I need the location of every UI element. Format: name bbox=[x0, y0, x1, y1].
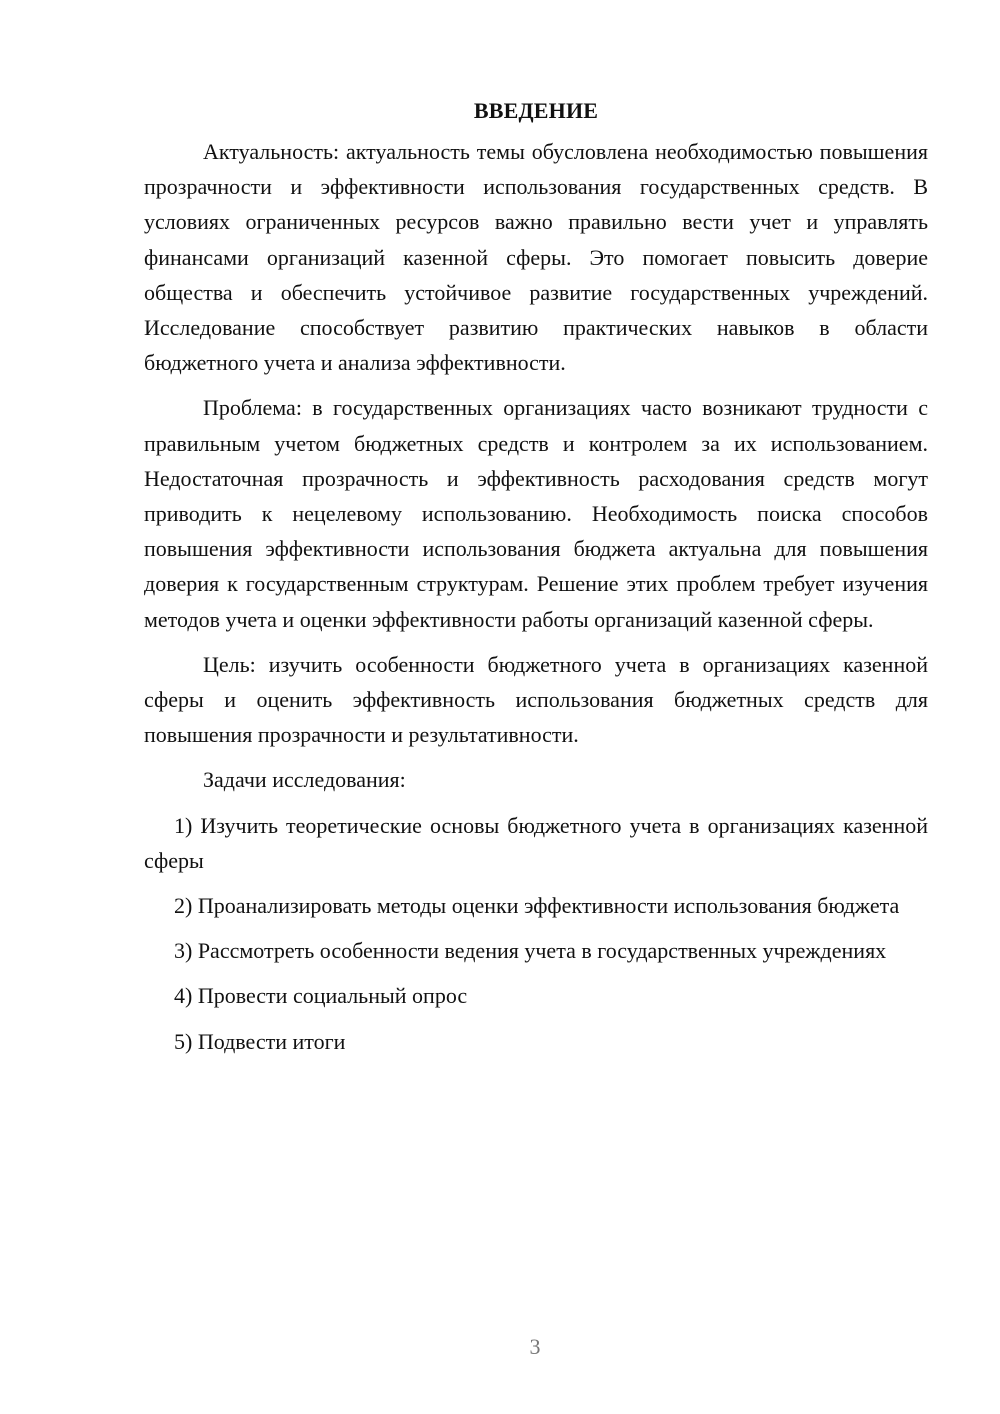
problem-paragraph: Проблема: в государственных организациях часто возникают трудности с правильным учетом бюджетных средств и контролем за их использованием. Недостаточная прозрачность и эффективность расходования средств могут приводить к нецелевому использованию. Необходимость поиска способов повышения эффективности использования бюджета актуальна для повышения доверия к государственным структурам. Решение этих проблем требует изучения методов учета и оценки эффективности работы организаций казенной сферы. bbox=[144, 395, 928, 632]
list-item: 2) Проанализировать методы оценки эффективности использования бюджета bbox=[174, 893, 900, 919]
tasks-heading: Задачи исследования: bbox=[203, 767, 406, 793]
goal-paragraph: Цель: изучить особенности бюджетного учета в организациях казенной сферы и оценить эффективность использования бюджетных средств для повышения прозрачности и результативности. bbox=[144, 651, 928, 748]
list-item: 4) Провести социальный опрос bbox=[174, 983, 468, 1009]
list-item: 1) Изучить теоретические основы бюджетного учета в организациях казенной сферы bbox=[144, 812, 928, 873]
list-item: 3) Рассмотреть особенности ведения учета в государственных учреждениях bbox=[174, 938, 887, 964]
relevance-paragraph: Актуальность: актуальность темы обусловлена необходимостью повышения прозрачности и эффективности использования государственных средств. В условиях ограниченных ресурсов важно правильно вести учет и управлять финансами организаций казенной сферы. Это помогает повысить доверие общества и обеспечить устойчивое развитие государственных учреждений. Исследование способствует развитию практических навыков в области бюджетного учета и анализа эффективности. bbox=[144, 139, 928, 376]
page-title: ВВЕДЕНИЕ bbox=[473, 98, 599, 123]
document-content bbox=[144, 94, 928, 1069]
list-item: 5) Подвести итоги bbox=[174, 1028, 346, 1054]
page-number: 3 bbox=[529, 1334, 541, 1359]
tasks-list bbox=[144, 808, 928, 1059]
